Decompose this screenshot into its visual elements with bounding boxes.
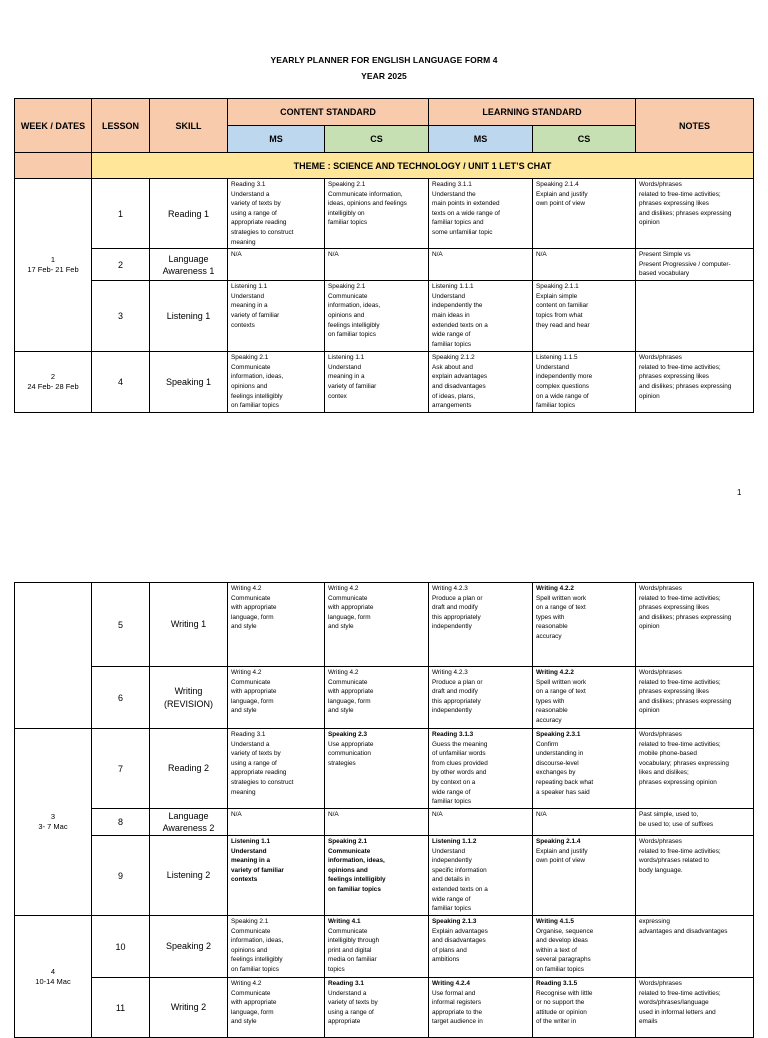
learning-ms: N/A [429,249,533,281]
lesson-number: 4 [92,352,150,413]
learning-ms [429,916,533,978]
skill: Speaking 2 [150,916,228,978]
learning-ms: Writing 4.2.3 Produce a plan or draft and modify this appropriately independently [429,667,533,729]
notes: Present Simple vs Present Progressive / computer- based vocabulary [636,249,754,281]
learning-cs-text: Explain and justify own point of view [536,847,588,865]
learning-cs [533,667,636,729]
theme-banner: THEME : SCIENCE AND TECHNOLOGY / UNIT 1 LET’S CHAT [92,153,754,179]
content-cs: N/A [325,809,429,836]
learning-ms: Speaking 2.1.2 Ask about and explain advantages and disadvantages of ideas, plans, arrangements [429,352,533,413]
notes: Words/phrases related to free-time activities; phrases expressing likes and dislikes; phrases expressing opinion [636,667,754,729]
learning-cs-heading: Speaking 2.1.4 [536,838,581,845]
skill: Language Awareness 1 [150,249,228,281]
content-ms: N/A [228,249,325,281]
week-cell [15,916,92,1038]
learning-ms [429,729,533,809]
learning-cs-text: Recognise with little or no support the attitude or opinion of the writer in [536,989,593,1026]
content-ms: Listening 1.1 Understand meaning in a variety of familiar contexts [228,836,325,916]
content-cs: Speaking 2.1 Communicate information, ideas, opinions and feelings intelligibly on familiar topics [325,836,429,916]
learning-ms: N/A [429,809,533,836]
document-year: YEAR 2025 [361,71,407,81]
skill: Listening 2 [150,836,228,916]
planner-table-page2 [14,582,754,1038]
notes: Words/phrases related to free-time activities; phrases expressing likes and dislikes; phrases expressing opinion [636,352,754,413]
learning-cs-heading: Writing 4.2.2 [536,669,574,676]
content-cs-heading: Writing 4.1 [328,918,361,925]
notes: Words/phrases related to free-time activities; phrases expressing likes and dislikes; phrases expressing opinion [636,179,754,249]
notes [636,281,754,352]
lesson-number: 3 [92,281,150,352]
notes: Past simple, used to, be used to; use of suffixes [636,809,754,836]
week-cell [15,179,92,352]
lesson-number: 5 [92,583,150,667]
learning-cs: Speaking 2.1.4 Explain and justify own point of view [533,179,636,249]
learning-cs [533,729,636,809]
lesson-number: 9 [92,836,150,916]
page-number: 1 [737,488,742,497]
notes: Words/phrases related to free-time activities; phrases expressing likes and dislikes; phrases expressing opinion [636,583,754,667]
lesson-number: 11 [92,978,150,1038]
week-number: 3 [50,812,56,822]
header-lesson: LESSON [92,99,150,153]
lesson-number: 2 [92,249,150,281]
lesson-number: 6 [92,667,150,729]
content-ms: Writing 4.2 Communicate with appropriate language, form and style [228,978,325,1038]
content-ms: Reading 3.1 Understand a variety of texts by using a range of appropriate reading strategies to construct meaning [228,729,325,809]
content-cs: Speaking 2.1 Communicate information, ideas, opinions and feelings intelligibly on familiar topics [325,179,429,249]
learning-cs-heading: Speaking 2.3.1 [536,731,581,738]
lesson-number: 1 [92,179,150,249]
learning-cs-text: Confirm understanding in discourse-level exchanges by repeating back what a speaker has said [536,740,594,796]
header-content-standard: CONTENT STANDARD [228,99,429,126]
learning-ms: Writing 4.2.3 Produce a plan or draft and modify this appropriately independently [429,583,533,667]
learning-cs-text: Spell written work on a range of text types with reasonable accuracy [536,594,587,641]
content-ms: Writing 4.2 Communicate with appropriate language, form and style [228,583,325,667]
week-number: 4 [50,966,56,976]
content-ms: Speaking 2.1 Communicate information, ideas, opinions and feelings intelligibly on familiar topics [228,352,325,413]
learning-cs-text: Spell written work on a range of text types with reasonable accuracy [536,678,587,725]
header-week: WEEK / DATES [15,99,92,153]
skill: Reading 1 [150,179,228,249]
content-cs: N/A [325,249,429,281]
week-cell [15,583,92,729]
learning-ms: Reading 3.1.1 Understand the main points in extended texts on a wide range of familiar topics and some unfamiliar topic [429,179,533,249]
header-learning-standard: LEARNING STANDARD [429,99,636,126]
content-cs: Listening 1.1 Understand meaning in a variety of familiar contex [325,352,429,413]
learning-ms: Listening 1.1.1 Understand independently the main ideas in extended texts on a wide range of familiar topics [429,281,533,352]
content-cs-text: Communicate intelligibly through print and digital media on familiar topics [328,927,380,974]
content-cs: Writing 4.2 Communicate with appropriate language, form and style [325,583,429,667]
header-notes: NOTES [636,99,754,153]
learning-cs-text: Organise, sequence and develop ideas within a text of several paragraphs on familiar topics [536,927,594,974]
header-learning-cs: CS [533,126,636,153]
header-content-cs: CS [325,126,429,153]
learning-cs [533,916,636,978]
notes: Words/phrases related to free-time activities; mobile phone-based vocabulary; phrases expressing likes and dislikes; phrases expressing opinion [636,729,754,809]
content-cs-heading: Speaking 2.3 [328,731,368,738]
skill: Language Awareness 2 [150,809,228,836]
header-skill: SKILL [150,99,228,153]
learning-ms-heading: Speaking 2.1.3 [432,918,477,925]
learning-ms-heading: Listening 1.1.2 [432,838,477,845]
learning-cs-heading: Writing 4.2.2 [536,585,574,592]
content-cs [325,978,429,1038]
learning-ms [429,836,533,916]
learning-ms [429,978,533,1038]
content-ms: N/A [228,809,325,836]
skill: Listening 1 [150,281,228,352]
content-cs: Writing 4.2 Communicate with appropriate language, form and style [325,667,429,729]
notes: expressing advantages and disadvantages [636,916,754,978]
week-dates: 3- 7 Mac [38,822,68,831]
week-dates: 10-14 Mac [35,976,71,986]
content-ms: Writing 4.2 Communicate with appropriate language, form and style [228,667,325,729]
content-cs [325,916,429,978]
header-content-ms: MS [228,126,325,153]
content-cs-heading: Reading 3.1 [328,980,364,987]
skill: Speaking 1 [150,352,228,413]
week-cell [15,729,92,916]
learning-ms-text: Guess the meaning of unfamiliar words from clues provided by other words and by context on a wide range of familiar topics [432,740,488,806]
learning-cs [533,836,636,916]
learning-cs [533,583,636,667]
notes: Words/phrases related to free-time activities; words/phrases/language used in informal letters and emails [636,978,754,1038]
week-number: 2 [50,372,56,382]
learning-cs: Speaking 2.1.1 Explain simple content on familiar topics from what they read and hear [533,281,636,352]
planner-table-page1 [14,98,754,413]
learning-ms-text: Understand independently specific information and details in extended texts on a wide range of familiar topics [432,847,488,913]
notes: Words/phrases related to free-time activities; words/phrases related to body language. [636,836,754,916]
skill: Reading 2 [150,729,228,809]
content-cs-text: Use appropriate communication strategies [328,740,374,767]
skill: Writing (REVISION) [150,667,228,729]
content-cs: Speaking 2.1 Communicate information, ideas, opinions and feelings intelligibly on familiar topics [325,281,429,352]
lesson-number: 8 [92,809,150,836]
header-learning-ms: MS [429,126,533,153]
skill: Writing 1 [150,583,228,667]
document-title: YEARLY PLANNER FOR ENGLISH LANGUAGE FORM 4 [270,55,498,65]
learning-cs: N/A [533,249,636,281]
content-ms: Listening 1.1 Understand meaning in a variety of familiar contexts [228,281,325,352]
learning-ms-heading: Writing 4.2.4 [432,980,470,987]
content-cs [325,729,429,809]
content-ms: Speaking 2.1 Communicate information, ideas, opinions and feelings intelligibly on familiar topics [228,916,325,978]
learning-ms-heading: Reading 3.1.3 [432,731,474,738]
learning-cs: N/A [533,809,636,836]
week-dates: 17 Feb- 21 Feb [27,265,79,275]
week-cell [15,352,92,413]
content-ms: Reading 3.1 Understand a variety of texts by using a range of appropriate reading strategies to construct meaning [228,179,325,249]
learning-ms-text: Use formal and informal registers appropriate to the target audience in [432,989,483,1026]
learning-cs-heading: Reading 3.1.5 [536,980,578,987]
learning-cs-heading: Writing 4.1.5 [536,918,574,925]
week-dates: 24 Feb- 28 Feb [27,381,79,391]
learning-cs [533,978,636,1038]
content-cs-text: Understand a variety of texts by using a range of appropriate [328,989,378,1026]
week-number: 1 [50,255,56,265]
learning-cs: Listening 1.1.5 Understand independently more complex questions on a wide range of familiar topics [533,352,636,413]
lesson-number: 7 [92,729,150,809]
lesson-number: 10 [92,916,150,978]
skill: Writing 2 [150,978,228,1038]
learning-ms-text: Explain advantages and disadvantages of plans and ambitions [432,927,488,964]
